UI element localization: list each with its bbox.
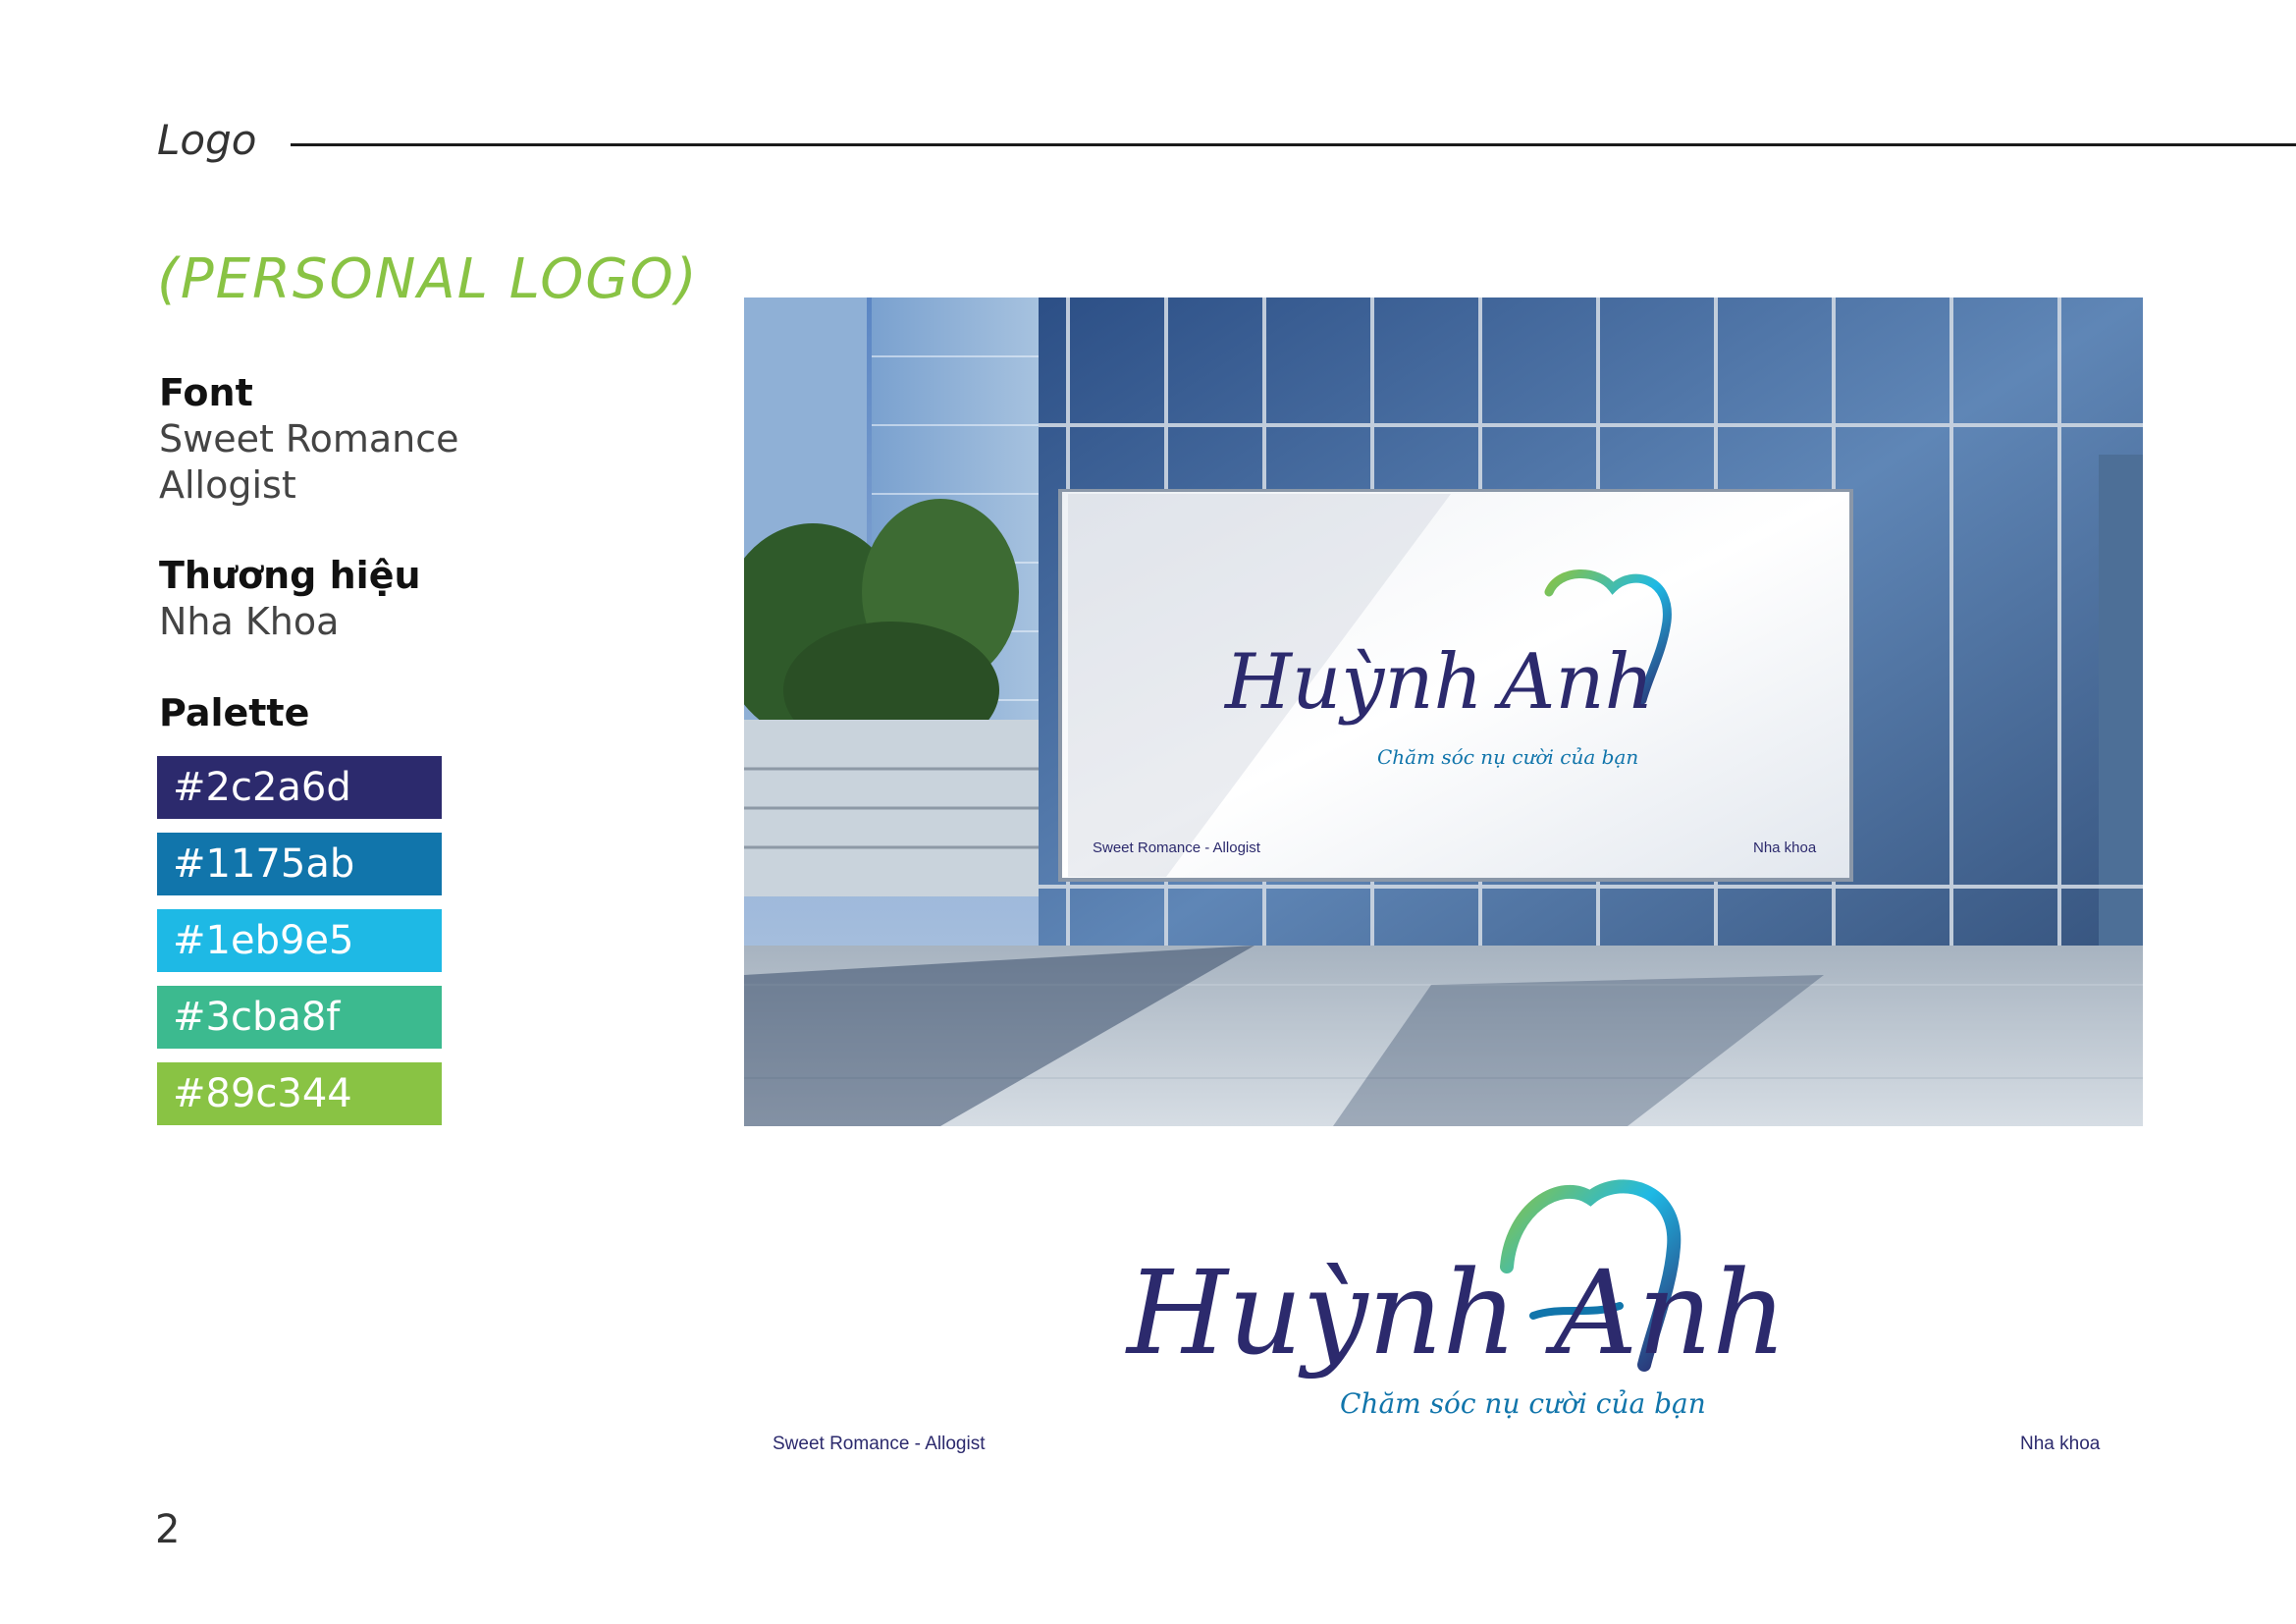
font-label: Font xyxy=(159,371,253,414)
palette-swatch: #1175ab xyxy=(157,833,442,895)
font-caption: Sweet Romance - Allogist xyxy=(773,1434,986,1454)
font-value-1: Sweet Romance xyxy=(159,417,459,460)
section-title: Logo xyxy=(157,116,257,164)
svg-text:Nha khoa: Nha khoa xyxy=(1753,839,1817,856)
category-caption: Nha khoa xyxy=(2020,1434,2101,1454)
palette-swatch: #1eb9e5 xyxy=(157,909,442,972)
logo-wordmark: Huỳnh Anh xyxy=(1127,1245,1788,1380)
font-value-2: Allogist xyxy=(159,463,296,507)
palette-label: Palette xyxy=(159,691,310,734)
signage-mockup-image xyxy=(744,298,2143,1126)
svg-text:Huỳnh: Huỳnh xyxy=(1225,638,1483,727)
palette-swatch: #3cba8f xyxy=(157,986,442,1049)
page-number: 2 xyxy=(155,1507,181,1552)
palette-swatch: #2c2a6d xyxy=(157,756,442,819)
brand-value: Nha Khoa xyxy=(159,600,340,643)
logo-tagline: Chăm sóc nụ cười của bạn xyxy=(1340,1387,1706,1420)
brand-label: Thương hiệu xyxy=(159,554,421,597)
section-divider xyxy=(291,143,2296,146)
svg-text:Chăm sóc nụ cười của bạn: Chăm sóc nụ cười của bạn xyxy=(1377,745,1639,769)
svg-text:Anh: Anh xyxy=(1500,638,1654,727)
palette-swatch: #89c344 xyxy=(157,1062,442,1125)
svg-text:Sweet Romance - Allogist: Sweet Romance - Allogist xyxy=(1093,839,1260,856)
personal-logo-title: (PERSONAL LOGO) xyxy=(157,247,699,311)
